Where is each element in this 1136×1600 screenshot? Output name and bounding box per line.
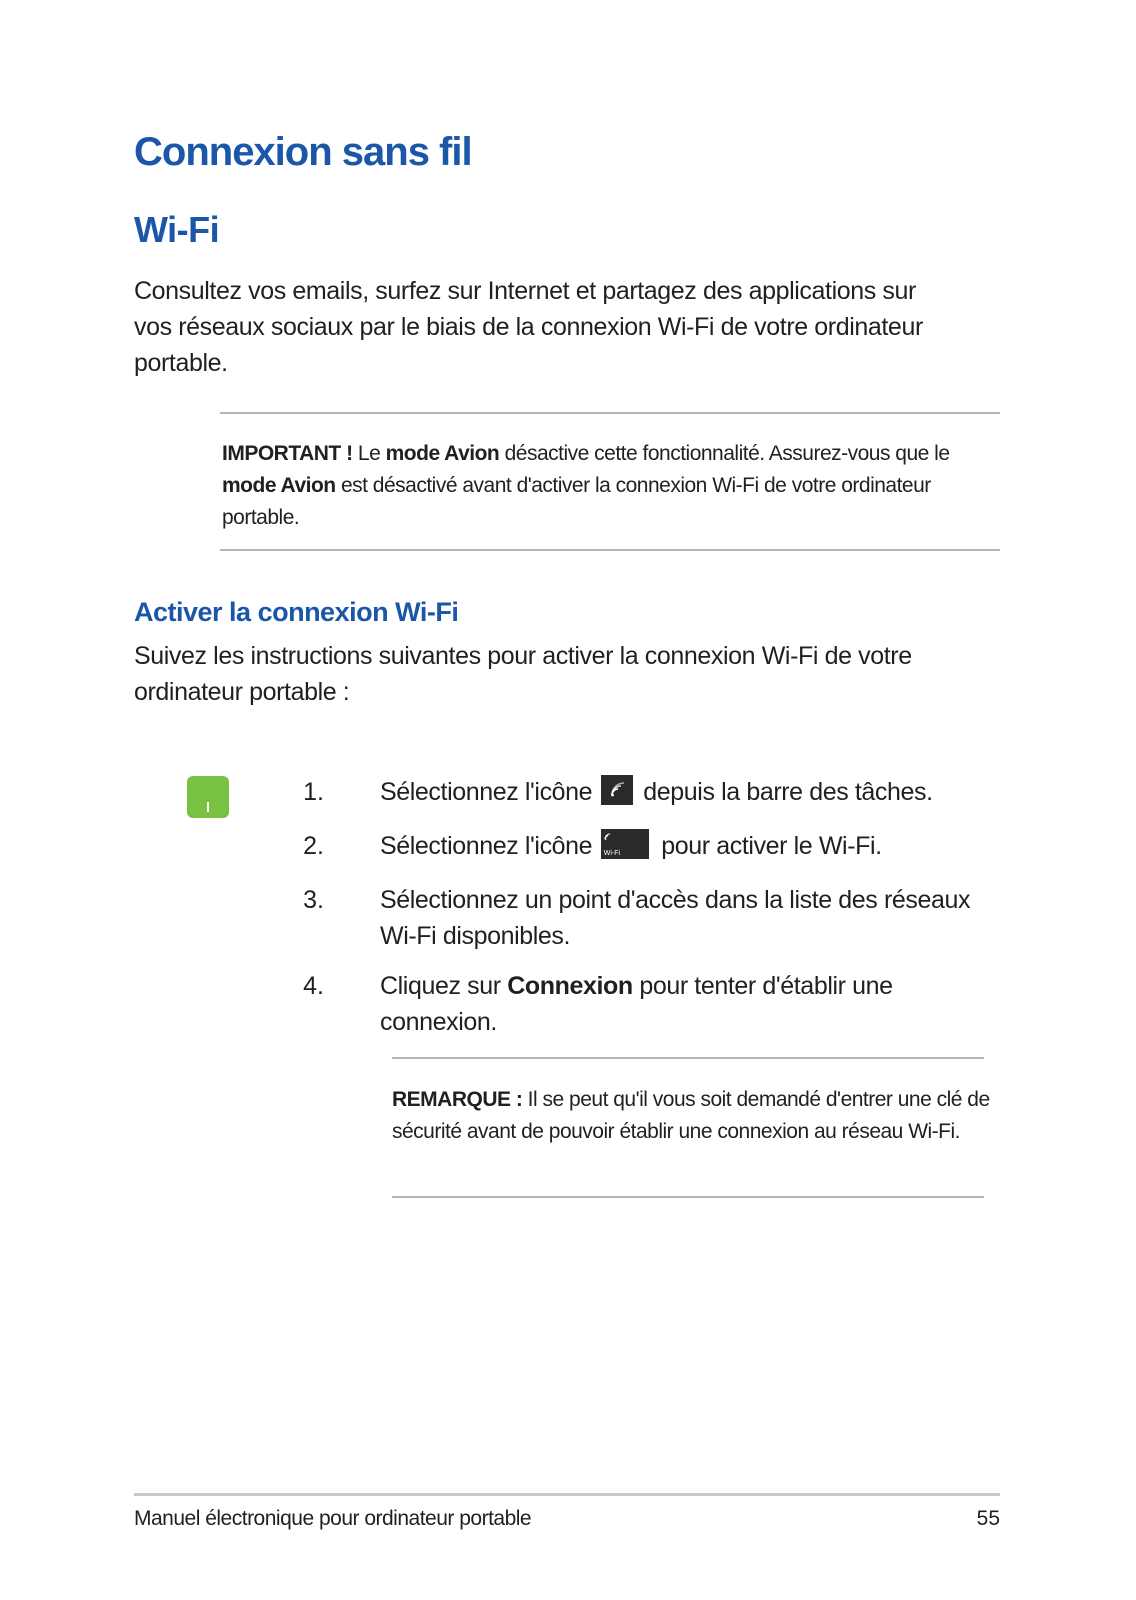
wifi-tile-label: Wi-Fi (603, 850, 621, 858)
note-text: Il se peut qu'il vous soit demandé d'entrer une clé de sécurité avant de pouvoir établir une connexion au réseau Wi-Fi. (392, 1088, 990, 1143)
important-notice (222, 438, 998, 534)
step-text: Sélectionnez un point d'accès dans la liste des réseaux Wi-Fi disponibles. (380, 886, 971, 950)
note-divider-bottom (392, 1196, 984, 1198)
step-number: 4. (303, 972, 324, 1000)
step-text (380, 828, 990, 864)
page-title: Connexion sans fil (134, 130, 472, 174)
step-text (380, 774, 990, 810)
step-text-before: Cliquez sur (380, 972, 508, 1000)
step-text-after: pour activer le Wi-Fi. (654, 832, 882, 860)
important-divider-bottom (220, 549, 1000, 551)
step-text-after: depuis la barre des tâches. (636, 778, 933, 806)
intro-paragraph: Consultez vos emails, surfez sur Internet et partagez des applications sur vos réseaux sociaux par le biais de la connexion Wi-Fi de votre ordinateur portable. (134, 277, 923, 377)
important-text-2: désactive cette fonctionnalité. Assurez-vous que le (499, 442, 950, 465)
important-text-1: Le (352, 442, 386, 465)
touchpad-icon (187, 776, 229, 818)
note-notice (392, 1084, 992, 1148)
step-number: 3. (303, 886, 324, 914)
step-text-after: pour tenter d'établir une connexion. (380, 972, 893, 1036)
footer-title: Manuel électronique pour ordinateur portable (134, 1507, 532, 1530)
step-text (380, 968, 990, 1040)
note-divider-top (392, 1057, 984, 1059)
step-number: 2. (303, 832, 324, 860)
connect-term: Connexion (507, 972, 633, 1000)
wifi-tile-icon (601, 829, 649, 859)
page-number: 55 (976, 1507, 1000, 1530)
footer-divider (134, 1493, 1000, 1496)
airplane-mode-term: mode Avion (385, 442, 500, 465)
important-divider-top (220, 412, 1000, 414)
section-heading-wifi: Wi-Fi (134, 209, 220, 250)
step-text-before: Sélectionnez l'icône (380, 778, 599, 806)
note-label: REMARQUE : (392, 1088, 523, 1111)
wifi-tray-icon (601, 775, 633, 805)
step-number: 1. (303, 778, 324, 806)
step-text-before: Sélectionnez l'icône (380, 832, 599, 860)
important-text-3: est désactivé avant d'activer la connexion Wi-Fi de votre ordinateur portable. (222, 474, 931, 529)
important-label: IMPORTANT ! (222, 442, 353, 465)
airplane-mode-term: mode Avion (222, 474, 336, 497)
subsection-title: Activer la connexion Wi-Fi (134, 597, 459, 627)
steps-intro: Suivez les instructions suivantes pour activer la connexion Wi-Fi de votre ordinateur portable : (134, 642, 912, 706)
